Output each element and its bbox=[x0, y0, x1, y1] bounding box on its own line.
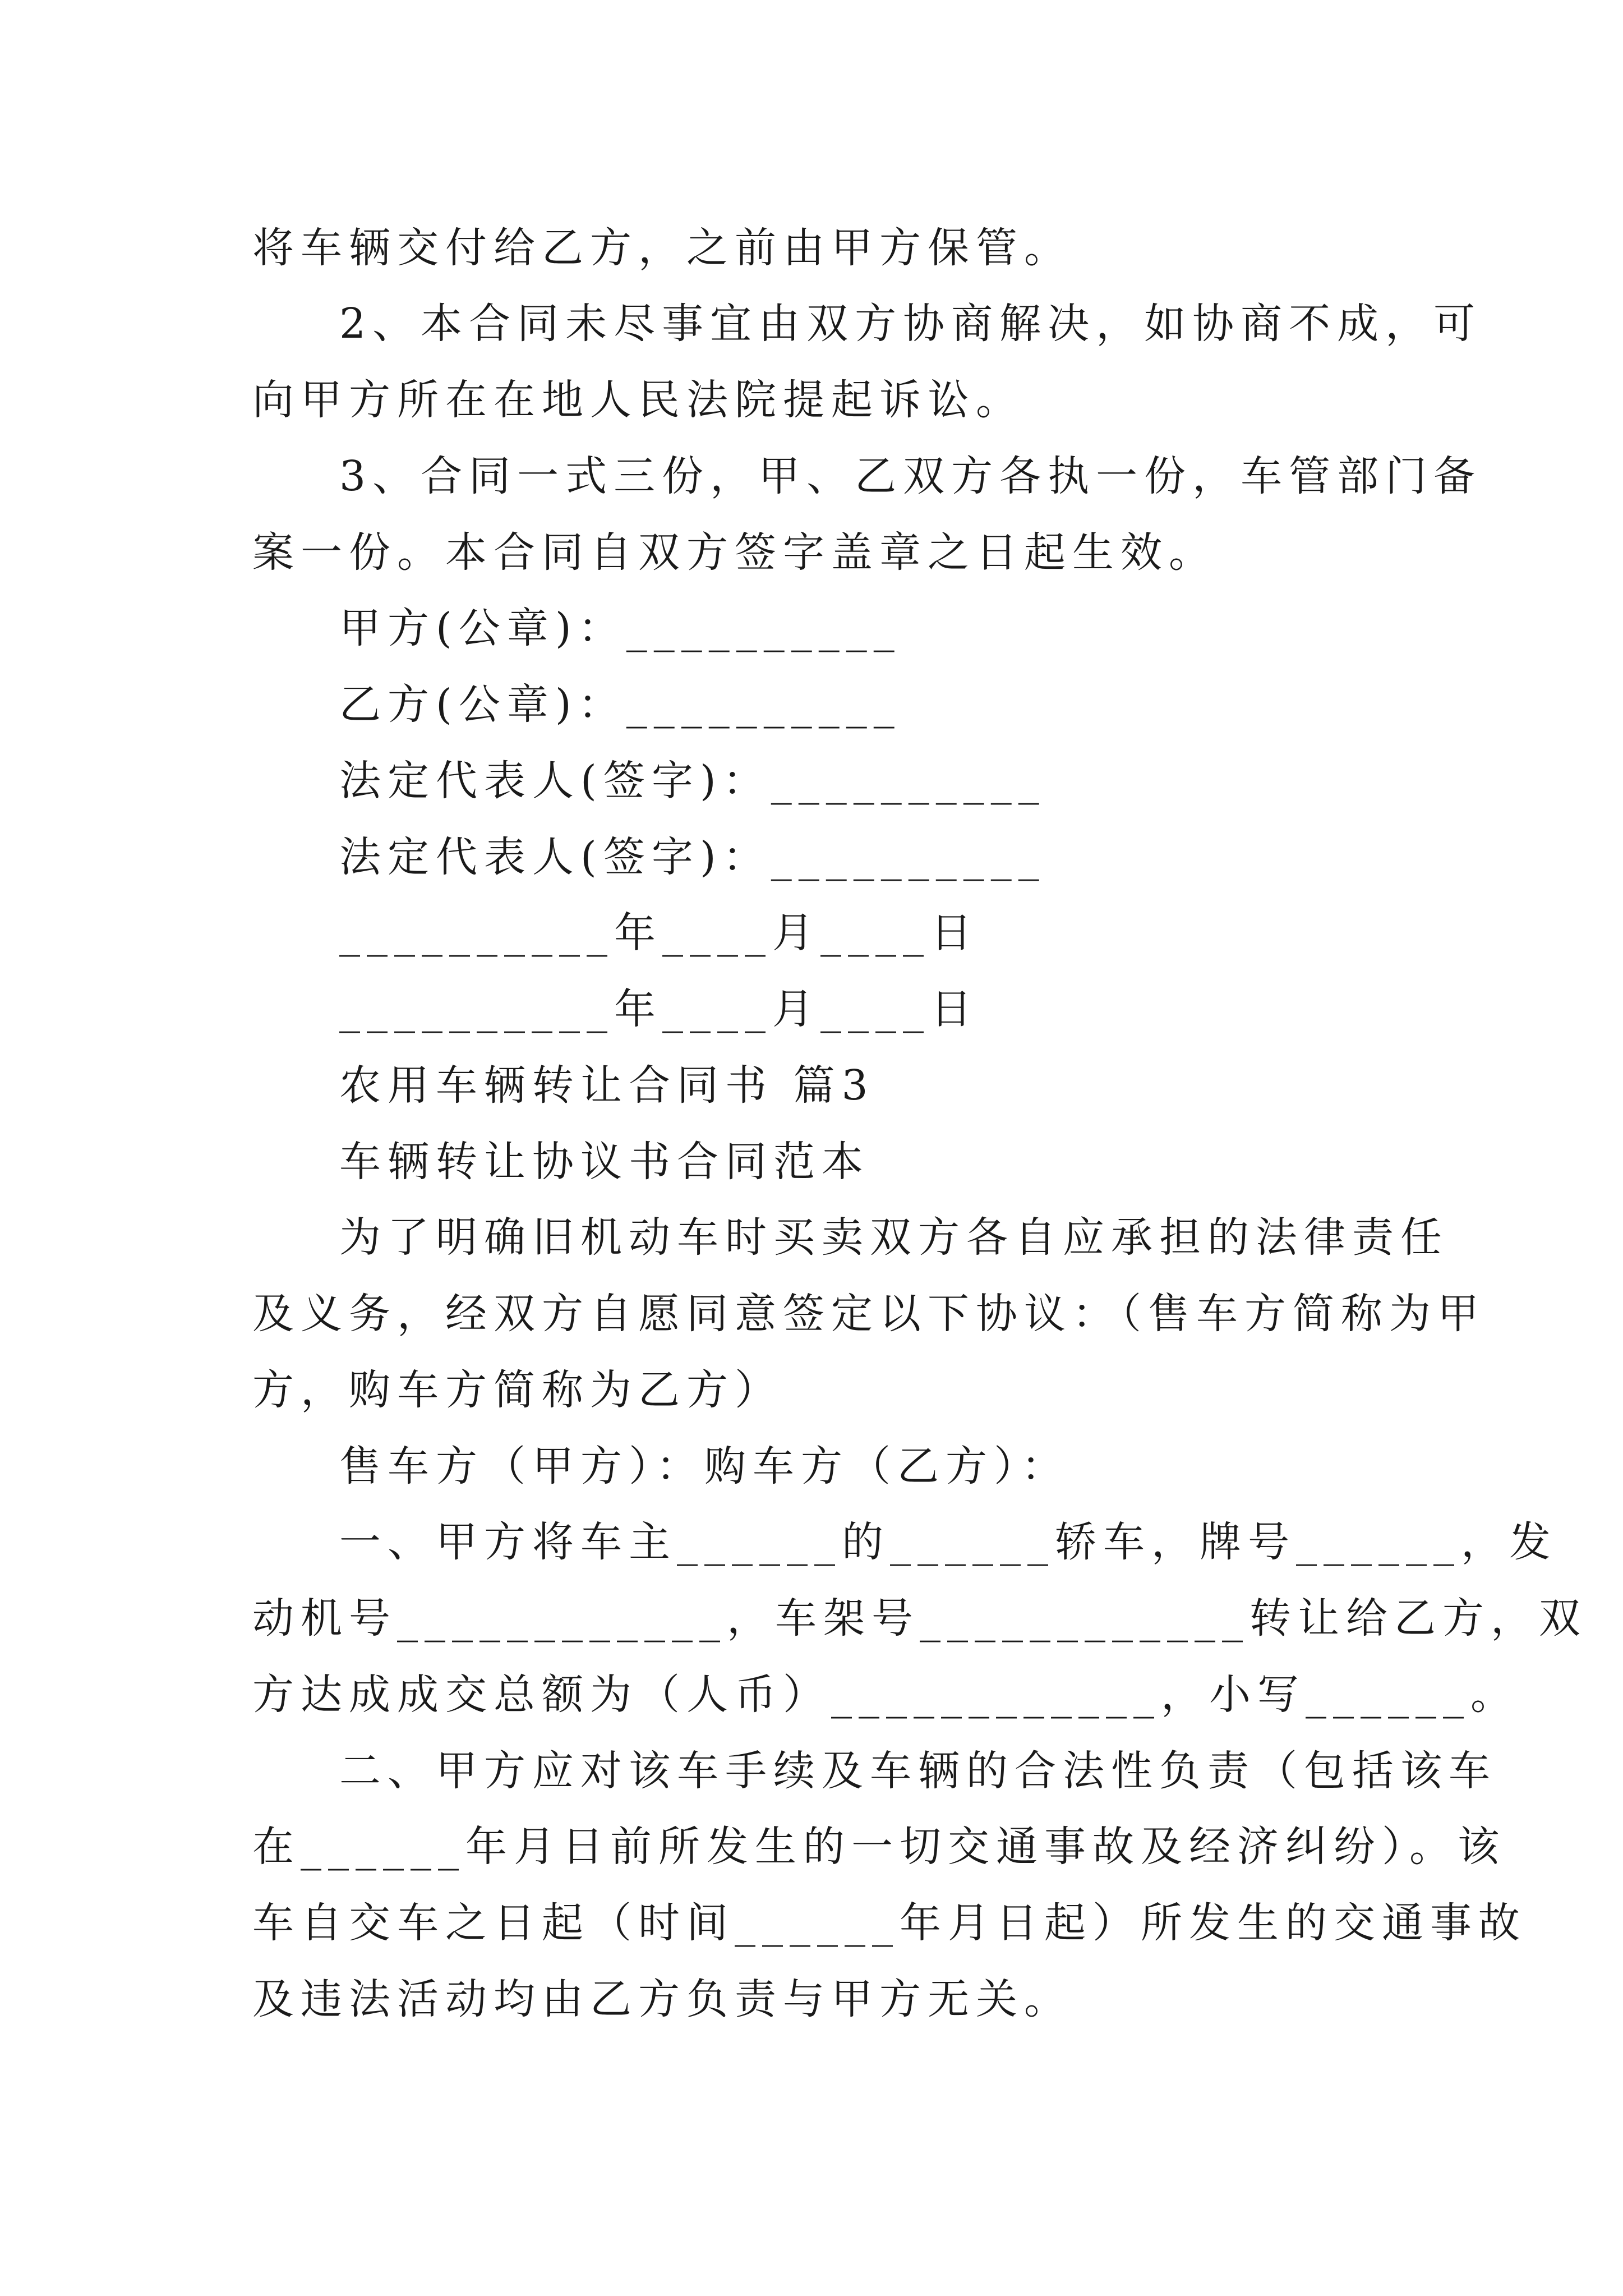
text-line: 方达成成交总额为（人币）____________，小写______。 bbox=[252, 1671, 1519, 1719]
text-line: 方，购车方简称为乙方） bbox=[252, 1366, 783, 1414]
signature-line: 法定代表人(签字)：__________ bbox=[339, 757, 1046, 805]
signature-line: 法定代表人(签字)：__________ bbox=[339, 833, 1046, 881]
date-line: __________年____月____日 bbox=[339, 909, 979, 957]
text-line: 2、本合同未尽事宜由双方协商解决，如协商不成，可 bbox=[339, 300, 1482, 348]
text-line: 向甲方所在在地人民法院提起诉讼。 bbox=[252, 376, 1024, 424]
document-title: 车辆转让协议书合同范本 bbox=[339, 1138, 870, 1186]
text-line: 及违法活动均由乙方负责与甲方无关。 bbox=[252, 1975, 1072, 2023]
text-line: 一、甲方将车主______的______轿车，牌号______，发 bbox=[339, 1518, 1557, 1566]
text-line: 在______年月日前所发生的一切交通事故及经济纠纷）。该 bbox=[252, 1823, 1506, 1871]
text-line: 及义务，经双方自愿同意签定以下协议：（售车方简称为甲 bbox=[252, 1290, 1486, 1338]
text-line: 售车方（甲方）：购车方（乙方）： bbox=[339, 1442, 1069, 1490]
signature-line: 乙方(公章)：__________ bbox=[339, 680, 901, 729]
section-heading: 农用车辆转让合同书 篇3 bbox=[339, 1061, 875, 1110]
text-line: 动机号____________，车架号____________转让给乙方，双 bbox=[252, 1594, 1587, 1642]
text-line: 3、合同一式三份，甲、乙双方各执一份，车管部门备 bbox=[339, 452, 1482, 500]
signature-line: 甲方(公章)：__________ bbox=[339, 604, 901, 652]
text-line: 车自交车之日起（时间______年月日起）所发生的交通事故 bbox=[252, 1899, 1527, 1947]
date-line: __________年____月____日 bbox=[339, 985, 979, 1033]
text-line: 将车辆交付给乙方，之前由甲方保管。 bbox=[252, 224, 1072, 272]
text-line: 案一份。本合同自双方签字盖章之日起生效。 bbox=[252, 528, 1217, 577]
text-line: 二、甲方应对该车手续及车辆的合法性负责（包括该车 bbox=[339, 1747, 1497, 1795]
text-line: 为了明确旧机动车时买卖双方各自应承担的法律责任 bbox=[339, 1213, 1449, 1262]
